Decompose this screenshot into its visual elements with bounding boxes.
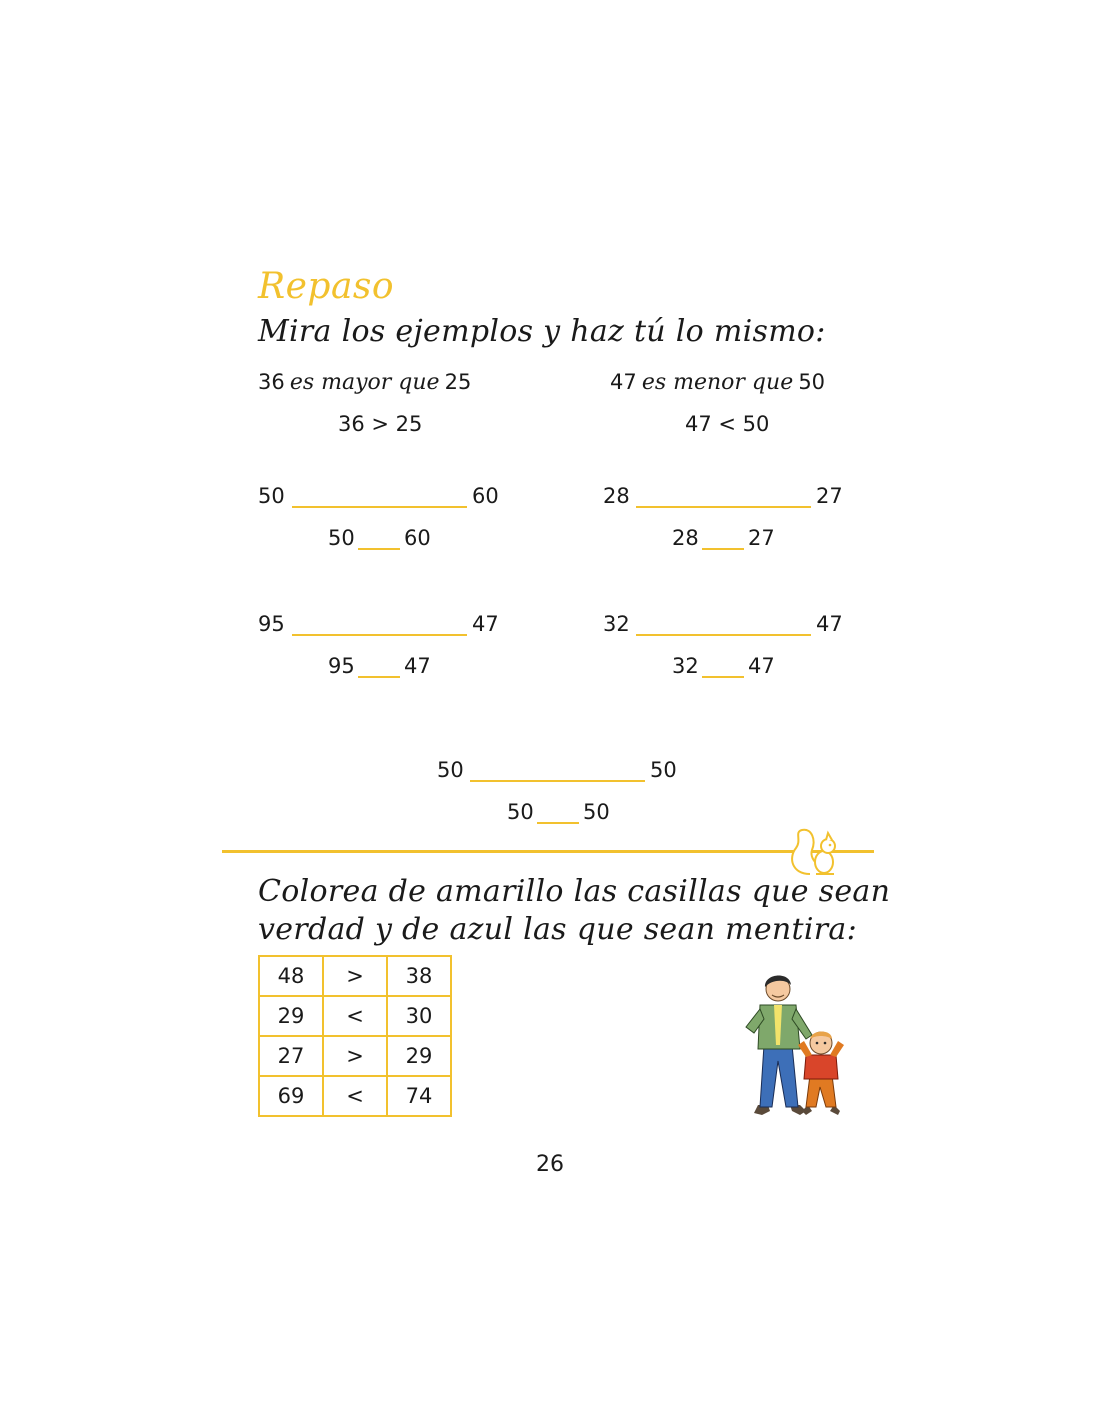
exercise-2-a-repeat: 28 xyxy=(672,526,699,550)
table-cell[interactable]: 38 xyxy=(387,956,451,996)
exercise-5-phrase-blank[interactable] xyxy=(470,780,645,782)
exercise-2-phrase-blank[interactable] xyxy=(636,506,811,508)
exercise-1-a: 50 xyxy=(258,484,285,508)
instruction-color-line-2: verdad y de azul las que sean mentira: xyxy=(258,912,858,947)
table-cell[interactable]: 48 xyxy=(259,956,323,996)
exercise-5-symbol-blank[interactable] xyxy=(537,822,579,824)
example-2-sentence xyxy=(610,370,825,395)
exercise-4-b-repeat: 47 xyxy=(748,654,775,678)
example-2-phrase: es menor que xyxy=(641,370,794,395)
table-row xyxy=(259,956,451,996)
exercise-2-a: 28 xyxy=(603,484,630,508)
table-cell[interactable]: 29 xyxy=(259,996,323,1036)
exercise-4-phrase-blank[interactable] xyxy=(636,634,811,636)
table-cell[interactable]: > xyxy=(323,956,387,996)
exercise-4-symbol-blank[interactable] xyxy=(702,676,744,678)
exercise-1-symbol-blank[interactable] xyxy=(358,548,400,550)
exercise-5-b: 50 xyxy=(650,758,677,782)
exercise-3-phrase-blank[interactable] xyxy=(292,634,467,636)
exercise-1-phrase-blank[interactable] xyxy=(292,506,467,508)
children-illustration xyxy=(740,965,850,1120)
exercise-2-symbol-blank[interactable] xyxy=(702,548,744,550)
exercise-2-b: 27 xyxy=(816,484,843,508)
exercise-3-a-repeat: 95 xyxy=(328,654,355,678)
table-cell[interactable]: 30 xyxy=(387,996,451,1036)
example-2-a: 47 xyxy=(610,370,637,394)
exercise-3-a: 95 xyxy=(258,612,285,636)
exercise-5-b-repeat: 50 xyxy=(583,800,610,824)
section-title: Repaso xyxy=(258,266,395,307)
comparison-table xyxy=(258,955,452,1117)
table-row xyxy=(259,1076,451,1116)
exercise-4-a: 32 xyxy=(603,612,630,636)
section-divider xyxy=(222,850,874,853)
exercise-1-b: 60 xyxy=(472,484,499,508)
example-1-b: 25 xyxy=(444,370,472,394)
exercise-5-a: 50 xyxy=(437,758,464,782)
squirrel-icon xyxy=(786,822,846,882)
table-row xyxy=(259,1036,451,1076)
example-1-a: 36 xyxy=(258,370,285,394)
table-row xyxy=(259,996,451,1036)
instruction-examples: Mira los ejemplos y haz tú lo mismo: xyxy=(258,314,826,349)
exercise-1-a-repeat: 50 xyxy=(328,526,355,550)
page-number: 26 xyxy=(536,1152,564,1177)
exercise-3-b-repeat: 47 xyxy=(404,654,431,678)
table-cell[interactable]: 69 xyxy=(259,1076,323,1116)
exercise-2-b-repeat: 27 xyxy=(748,526,775,550)
table-cell[interactable]: 29 xyxy=(387,1036,451,1076)
small-boy-figure xyxy=(798,1032,844,1116)
exercise-5-a-repeat: 50 xyxy=(507,800,534,824)
example-1-symbol: 36 > 25 xyxy=(338,412,423,436)
example-1-phrase: es mayor que xyxy=(289,370,440,395)
table-cell[interactable]: 27 xyxy=(259,1036,323,1076)
example-1-sentence xyxy=(258,370,471,395)
exercise-1-b-repeat: 60 xyxy=(404,526,431,550)
example-2-symbol: 47 < 50 xyxy=(685,412,770,436)
table-cell[interactable]: < xyxy=(323,996,387,1036)
table-cell[interactable]: 74 xyxy=(387,1076,451,1116)
table-cell[interactable]: > xyxy=(323,1036,387,1076)
instruction-color-line-1: Colorea de amarillo las casillas que sean xyxy=(258,874,891,909)
exercise-3-b: 47 xyxy=(472,612,499,636)
exercise-4-b: 47 xyxy=(816,612,843,636)
exercise-3-symbol-blank[interactable] xyxy=(358,676,400,678)
table-cell[interactable]: < xyxy=(323,1076,387,1116)
example-2-b: 50 xyxy=(798,370,826,394)
exercise-4-a-repeat: 32 xyxy=(672,654,699,678)
